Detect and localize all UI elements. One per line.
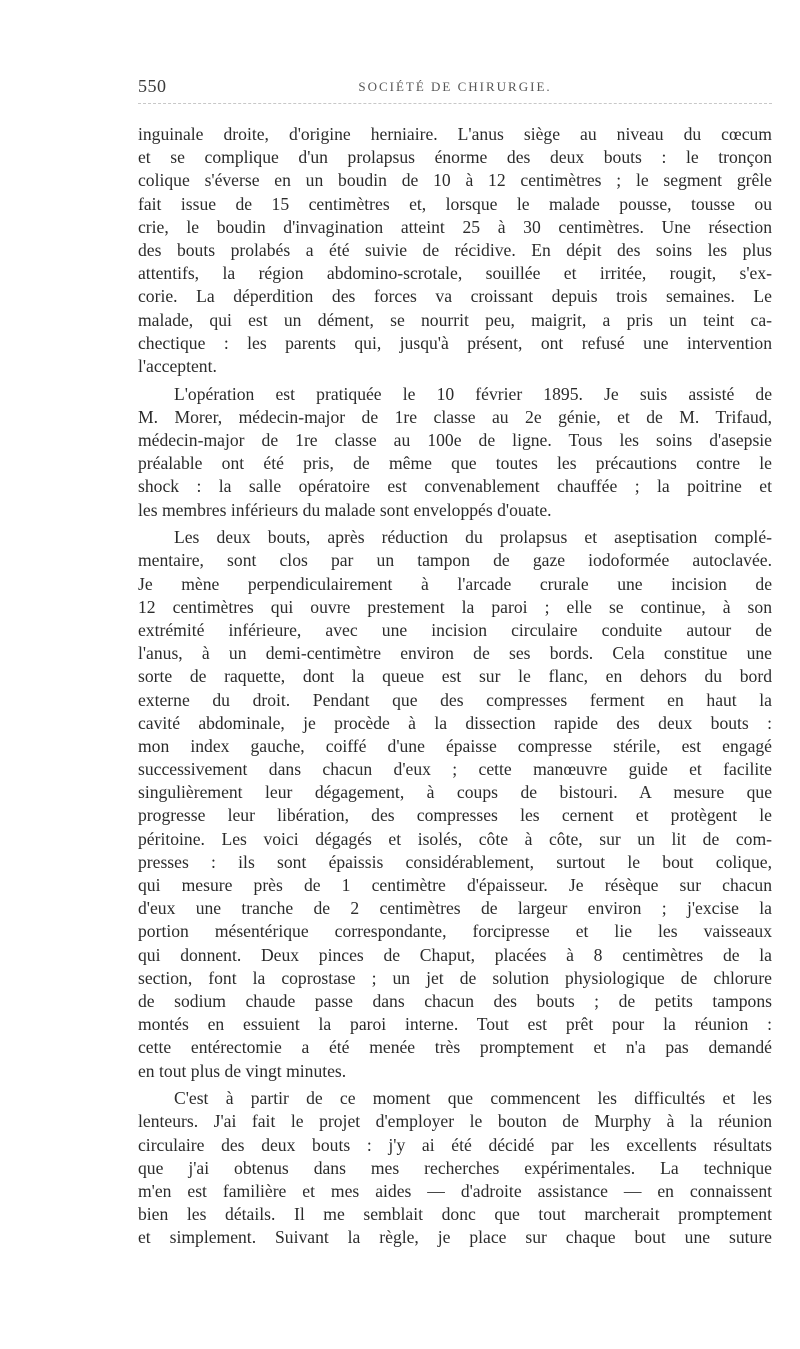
paragraph (138, 383, 772, 522)
page-number: 550 (138, 76, 167, 96)
text-line: les membres inférieurs du malade sont enveloppés d'ouate. (138, 499, 552, 520)
text-line: colique s'éverse en un boudin de 10 à 12 centimètres ; le segment grêle (138, 170, 772, 191)
text-line: mon index gauche, coiffé d'une épaisse compresse stérile, est engagé (138, 735, 772, 756)
text-line: et simplement. Suivant la règle, je place sur chaque bout une suture (138, 1227, 772, 1248)
text-line: chectique : les parents qui, jusqu'à présent, ont refusé une intervention (138, 332, 772, 353)
text-line: extrémité inférieure, avec une incision circulaire conduite autour de (138, 619, 772, 640)
page-header (138, 76, 772, 98)
text-line: successivement dans chacun d'eux ; cette manœuvre guide et facilite (138, 759, 772, 780)
paragraph (138, 1087, 772, 1249)
text-line: portion mésentérique correspondante, forcipresse et lie les vaisseaux (138, 921, 772, 942)
text-line: 12 centimètres qui ouvre prestement la paroi ; elle se continue, à son (138, 596, 772, 617)
text-line: cavité abdominale, je procède à la dissection rapide des deux bouts : (138, 712, 772, 733)
text-line: l'anus, à un demi-centimètre environ de ses bords. Cela constitue une (138, 643, 772, 664)
text-line: lenteurs. J'ai fait le projet d'employer le bouton de Murphy à la réunion (138, 1111, 772, 1132)
text-line: Les deux bouts, après réduction du prolapsus et aseptisation complé- (174, 527, 772, 548)
paragraph (138, 526, 772, 1083)
text-line: péritoine. Les voici dégagés et isolés, côte à côte, sur un lit de com- (138, 828, 772, 849)
text-line: de sodium chaude passe dans chacun des bouts ; de petits tampons (138, 990, 772, 1011)
text-line: L'opération est pratiquée le 10 février 1895. Je suis assisté de (174, 383, 772, 404)
running-title: SOCIÉTÉ DE CHIRURGIE. (358, 79, 552, 94)
text-line: qui donnent. Deux pinces de Chaput, placées à 8 centimètres de la (138, 944, 772, 965)
text-line: l'acceptent. (138, 355, 217, 376)
text-line: en tout plus de vingt minutes. (138, 1060, 347, 1081)
text-line: presses : ils sont épaissis considérablement, surtout le bout colique, (138, 851, 772, 872)
text-line: cette entérectomie a été menée très promptement et n'a pas demandé (138, 1037, 772, 1058)
paragraph (138, 123, 772, 378)
text-line: corie. La déperdition des forces va croissant depuis trois semaines. Le (138, 286, 772, 307)
header-rule (138, 103, 772, 104)
text-line: Je mène perpendiculairement à l'arcade crurale une incision de (138, 573, 772, 594)
text-line: shock : la salle opératoire est convenablement chauffée ; la poitrine et (138, 476, 772, 497)
text-line: mentaire, sont clos par un tampon de gaze iodoformée autoclavée. (138, 550, 772, 571)
text-line: crie, le boudin d'invagination atteint 25 à 30 centimètres. Une résection (138, 216, 772, 237)
text-line: circulaire des deux bouts : j'y ai été décidé par les excellents résultats (138, 1134, 772, 1155)
text-line: bien les détails. Il me semblait donc que tout marcherait promptement (138, 1204, 772, 1225)
text-line: C'est à partir de ce moment que commencent les difficultés et les (174, 1088, 772, 1109)
body-text (138, 123, 772, 1250)
text-line: externe du droit. Pendant que des compresses ferment en haut la (138, 689, 772, 710)
text-line: des bouts prolabés a été suivie de récidive. En dépit des soins les plus (138, 239, 772, 260)
text-line: préalable ont été pris, de même que toutes les précautions contre le (138, 453, 772, 474)
text-line: attentifs, la région abdomino-scrotale, souillée et irritée, rougit, s'ex- (138, 263, 772, 284)
text-line: qui mesure près de 1 centimètre d'épaisseur. Je résèque sur chacun (138, 875, 772, 895)
text-line: sorte de raquette, dont la queue est sur le flanc, en dehors du bord (138, 666, 772, 687)
text-line: fait issue de 15 centimètres et, lorsque le malade pousse, tousse ou (138, 193, 772, 214)
text-line: progresse leur libération, des compresses les cernent et protègent le (138, 805, 772, 826)
text-line: médecin-major de 1re classe au 100e de ligne. Tous les soins d'asepsie (138, 429, 772, 450)
text-line: que j'ai obtenus dans mes recherches expérimentales. La technique (138, 1157, 772, 1178)
text-line: singulièrement leur dégagement, à coups de bistouri. A mesure que (138, 782, 772, 803)
text-line: section, font la coprostase ; un jet de solution physiologique de chlorure (138, 967, 772, 988)
text-line: malade, qui est un dément, se nourrit peu, maigrit, a pris un teint ca- (138, 309, 772, 330)
text-line: montés en essuient la paroi interne. Tout est prêt pour la réunion : (138, 1014, 772, 1035)
text-line: et se complique d'un prolapsus énorme des deux bouts : le tronçon (138, 147, 772, 168)
text-line: d'eux une tranche de 2 centimètres de largeur environ ; j'excise la (138, 898, 772, 919)
text-line: inguinale droite, d'origine herniaire. L'anus siège au niveau du cœcum (138, 124, 772, 144)
text-line: m'en est familière et mes aides — d'adroite assistance — en connaissent (138, 1180, 772, 1201)
text-line: M. Morer, médecin-major de 1re classe au 2e génie, et de M. Trifaud, (138, 406, 772, 427)
